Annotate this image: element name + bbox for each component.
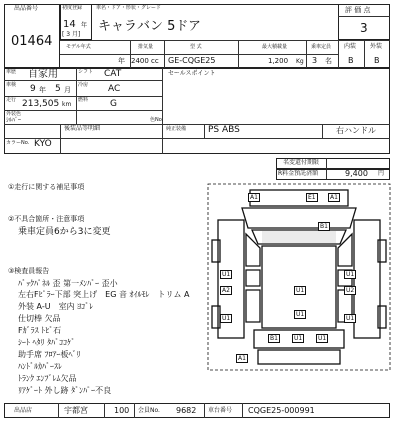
member-number: 9682 [176, 406, 197, 415]
ac-value: AC [108, 84, 121, 94]
model-code-value: GE-CQGE25 [168, 56, 216, 65]
damage-label-a1-front: A1 [248, 193, 260, 202]
damage-label-u2-right: U2 [346, 287, 355, 294]
interior-grade: B [348, 56, 354, 65]
exterior-grade: B [374, 56, 380, 65]
standard-equipment-label: 純正装備 [166, 126, 187, 132]
inspector-note-10: ﾘｱｹﾞｰﾄ 外し跡 ﾀﾞﾝﾊﾟｰ不良 [18, 386, 112, 395]
damage-label-u1-left-rear: U1 [222, 315, 231, 322]
recycle-value: 9,400 [345, 169, 368, 178]
damage-label-a1-right: A1 [328, 193, 340, 202]
recycle-label: R料金預託済額 [278, 170, 319, 177]
month-value: [ 3 月] [62, 31, 81, 38]
max-load-label: 最大積載量 [262, 44, 288, 50]
max-load-unit: Kg [296, 58, 304, 65]
inspection-month-unit: 月 [64, 86, 71, 94]
damage-label-a2-left: A2 [220, 286, 232, 295]
car-diagram [206, 182, 392, 372]
inspector-note-1: ﾊﾞｯｸﾊﾟﾈﾙ 歪 第一ﾒﾝﾊﾞｰ 歪小 [18, 279, 118, 288]
chassis-label: 車台番号 [208, 407, 233, 414]
inspector-note-6: ｼｰﾄ ﾍﾀﾘ ﾀﾊﾞｺｺｹﾞ [18, 338, 76, 347]
standard-equipment-value: PS ABS [208, 125, 240, 135]
capacity-value: 3 [312, 56, 318, 65]
mileage-value: 213,505 [22, 99, 60, 109]
score-label: 評 価 点 [345, 6, 371, 14]
model-code-label: 型 式 [190, 44, 202, 50]
inspection-month: 5 [55, 84, 61, 94]
inspector-note-7: 助手席 ﾌﾛｱｰ板ﾍﾞﾘ [18, 350, 81, 359]
damage-label-b1-rear: B1 [268, 334, 280, 343]
car-name: キャラバン 5ドア [98, 19, 202, 34]
color-number-label: 色No. [150, 117, 164, 123]
inspector-note-3: 外装 A-U 室内 ﾖｺﾞﾚ [18, 302, 94, 311]
equipment-label: 後装品等明細 [64, 125, 101, 132]
color-label: 外装色 [6, 111, 22, 117]
fuel-value: G [110, 99, 117, 109]
mileage-unit: km [62, 101, 72, 108]
lot-number: 01464 [11, 34, 53, 49]
recycle-unit: 円 [378, 170, 385, 177]
damage-label-u1-right-rear: U1 [346, 315, 355, 322]
model-year-label: モデル年式 [66, 44, 91, 50]
inspector-note-2: 左右Fﾋﾟﾗｰ下部 突上げ EG 音 ｵｲﾙﾓﾚ トリム A [18, 290, 190, 299]
color-code-label: カラーNo. [6, 140, 30, 146]
inspector-note-5: Fｶﾞﾗｽ ﾄﾋﾞ石 [18, 326, 62, 335]
inspection-year: 9 [30, 84, 36, 94]
footer-block [4, 403, 390, 418]
color-value: ｼﾙﾊﾞｰ [6, 117, 22, 124]
displacement-label: 排気量 [138, 44, 154, 50]
exterior-label: 外装 [370, 43, 383, 50]
inspector-note-9: ﾄﾗﾝｸ ｴﾝﾌﾞﾚﾑ欠品 [18, 374, 77, 383]
inspector-note-4: 仕切棒 欠品 [18, 314, 61, 323]
year-suffix: 年 [81, 22, 88, 29]
member-number-label: 会員No. [138, 407, 160, 414]
model-year: 年 [118, 57, 125, 65]
damage-label-u1-roof-rear: U1 [296, 311, 305, 318]
damage-label-b1-hood: B1 [318, 222, 330, 231]
history-label: 車歴 [6, 69, 17, 75]
chassis-number: CQGE25-000991 [248, 406, 315, 415]
venue-label: 出品店 [14, 407, 33, 414]
inspection-year-unit: 年 [39, 86, 46, 94]
ac-label: 冷房 [78, 82, 89, 88]
inspector-note-8: ﾊﾝﾄﾞﾙｶﾊﾞｰｽﾚ [18, 362, 62, 371]
warranty-label: 名変還付期限 [283, 159, 320, 166]
section3-title: ③検査員報告 [8, 267, 50, 275]
steering-side: 右ハンドル [336, 126, 376, 135]
section1-title: ①走行に関する補足事項 [8, 183, 85, 191]
selling-point-label: セールスポイント [168, 70, 216, 77]
damage-label-u1-right-front: U1 [346, 271, 355, 278]
score-value: 3 [360, 21, 368, 35]
capacity-label: 乗車定員 [311, 44, 332, 50]
damage-label-e1: E1 [306, 193, 318, 202]
carname-label: 車名・ドア・形状・グレード [96, 5, 161, 11]
damage-label-u1-left-front: U1 [222, 271, 231, 278]
damage-label-a1-rear: A1 [236, 354, 248, 363]
footer-number-1: 100 [114, 406, 130, 415]
section2-title: ②不具合箇所・注意事項 [8, 215, 85, 223]
registration-label: 初度登録 [62, 5, 83, 11]
damage-label-u1-rear-right: U1 [318, 335, 327, 342]
car-diagram-svg [206, 182, 392, 372]
venue-value: 宇都宮 [64, 406, 88, 415]
mileage-label: 走行 [6, 97, 17, 103]
lot-number-label: 出品番号 [14, 5, 39, 12]
interior-label: 内装 [344, 43, 357, 50]
damage-label-u1-roof: U1 [296, 287, 305, 294]
year-value: 14 [63, 19, 76, 30]
shift-label: シフト [78, 69, 94, 75]
damage-label-u1-rear-center: U1 [294, 335, 303, 342]
inspection-label: 車検 [6, 82, 17, 88]
shift-value: CAT [104, 69, 122, 79]
displacement-value: 2400 cc [131, 57, 159, 65]
section2-text: 乗車定員6から3に変更 [18, 227, 111, 237]
history-value: 自家用 [28, 69, 58, 80]
capacity-unit: 名 [325, 57, 332, 65]
max-load-value: 1,200 [268, 57, 289, 65]
fuel-label: 燃料 [78, 97, 89, 103]
color-code-value: KYO [34, 139, 52, 149]
